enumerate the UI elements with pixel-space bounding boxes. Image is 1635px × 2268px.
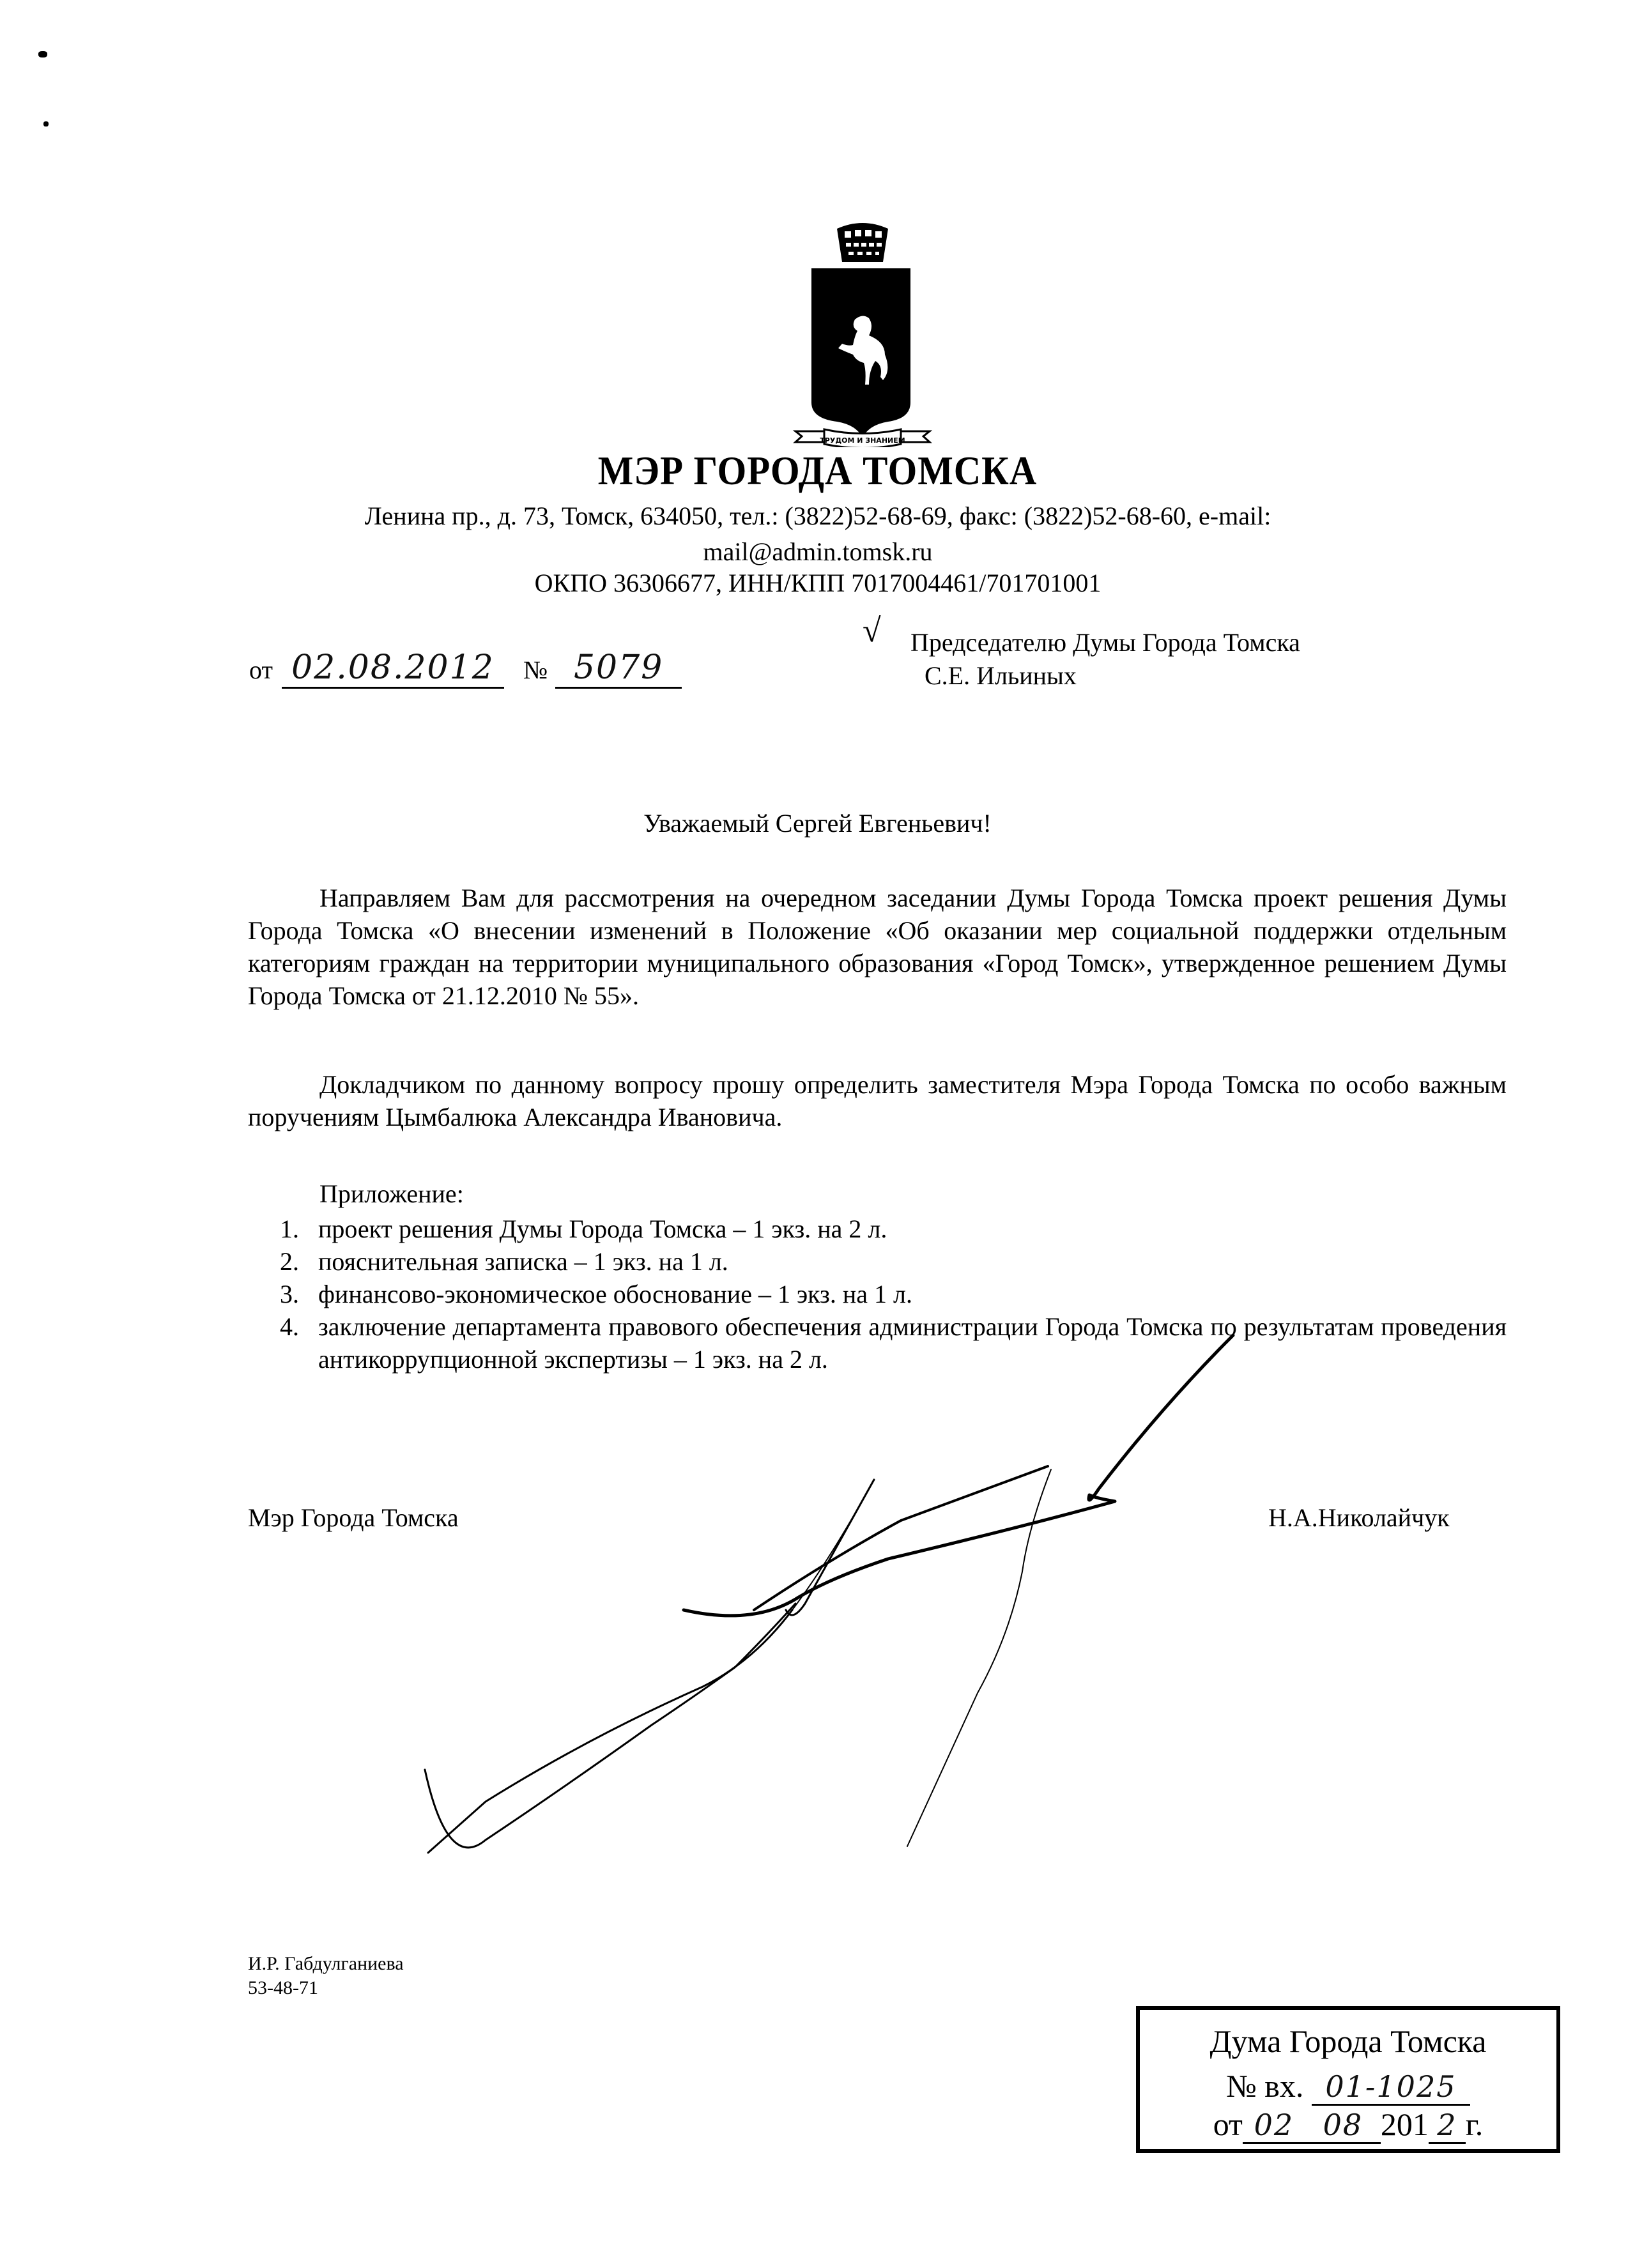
stamp-month: 08 (1305, 2108, 1381, 2144)
executor-phone: 53-48-71 (248, 1977, 318, 1998)
tomsk-coat-of-arms-icon (773, 217, 952, 447)
registration-stamp (1136, 2006, 1560, 2153)
attachment-text: заключение департамента правового обеспечения администрации Города Томска по результатам проведения антикоррупционной экспертизы – 1 экз. на 2 л. (318, 1312, 1507, 1374)
attachment-number: 3. (280, 1280, 299, 1308)
check-mark-icon: √ (863, 613, 881, 649)
attachment-item (248, 1278, 1507, 1310)
attachment-number: 4. (280, 1312, 299, 1341)
body-paragraph-2 (248, 1068, 1507, 1133)
executor-block (248, 1952, 404, 2000)
letterhead-codes: ОКПО 36306677, ИНН/КПП 7017004461/701701001 (534, 569, 1102, 597)
outgoing-reference (249, 648, 682, 689)
signer-position: Мэр Города Томска (248, 1503, 459, 1532)
from-label: от (249, 655, 273, 684)
attachment-item (248, 1245, 1507, 1278)
outgoing-number: 5079 (555, 648, 682, 689)
letterhead-email: mail@admin.tomsk.ru (703, 537, 933, 566)
attachment-item (248, 1310, 1507, 1375)
stamp-year-suffix: 2 (1429, 2108, 1466, 2144)
recipient-block (910, 626, 1300, 693)
stamp-organization: Дума Города Томска (1209, 2023, 1487, 2059)
letterhead-title: МЭР ГОРОДА ТОМСКА (597, 448, 1038, 493)
body-paragraph-2-text: Докладчиком по данному вопросу прошу определить заместителя Мэра Города Томска по особо важным поручениям Цымбалюка Александра Ивановича. (248, 1070, 1507, 1131)
stamp-incoming-row (1140, 2067, 1556, 2106)
attachments-list (248, 1213, 1507, 1375)
attachment-text: проект решения Думы Города Томска – 1 экз. на 2 л. (318, 1214, 887, 1243)
recipient-position: Председателю Думы Города Томска (910, 628, 1300, 657)
executor-name: И.Р. Габдулганиева (248, 1953, 404, 1974)
attachment-text: финансово-экономическое обоснование – 1 экз. на 1 л. (318, 1280, 912, 1308)
salutation: Уважаемый Сергей Евгеньевич! (643, 809, 992, 838)
number-label: № (523, 655, 548, 684)
outgoing-date: 02.08.2012 (282, 648, 504, 689)
stamp-year-label: г. (1465, 2106, 1484, 2142)
stamp-date-row (1140, 2106, 1556, 2144)
stamp-year-prefix: 201 (1380, 2106, 1429, 2142)
attachments-title: Приложение: (319, 1179, 464, 1208)
stamp-incoming-label: № вх. (1226, 2068, 1304, 2104)
scan-speck (43, 121, 49, 126)
attachment-text: пояснительная записка – 1 экз. на 1 л. (318, 1247, 728, 1276)
attachment-number: 1. (280, 1214, 299, 1243)
body-paragraph-1 (248, 882, 1507, 1012)
body-paragraph-1-text: Направляем Вам для рассмотрения на очередном заседании Думы Города Томска проект решения Думы Города Томска «О внесении изменений в Положение «Об оказании мер социальной поддержки отдельным категориям граждан на территории муниципального образования «Город Томск», утвержденное решением Думы Города Томска от 21.12.2010 № 55». (248, 884, 1507, 1010)
letterhead-address: Ленина пр., д. 73, Томск, 634050, тел.: (3822)52-68-69, факс: (3822)52-68-60, e-mail: (364, 502, 1271, 530)
attachment-item (248, 1213, 1507, 1245)
recipient-name: С.Е. Ильиных (925, 661, 1077, 690)
motto-text: ТРУДОМ И ЗНАНИЕМ (820, 436, 905, 445)
crown-icon (837, 223, 888, 262)
scan-speck (38, 51, 47, 57)
attachment-number: 2. (280, 1247, 299, 1276)
stamp-date-label: от (1213, 2106, 1243, 2142)
stamp-day: 02 (1243, 2108, 1305, 2144)
stamp-incoming-number: 01-1025 (1312, 2069, 1470, 2106)
signer-name: Н.А.Николайчук (1268, 1503, 1450, 1532)
